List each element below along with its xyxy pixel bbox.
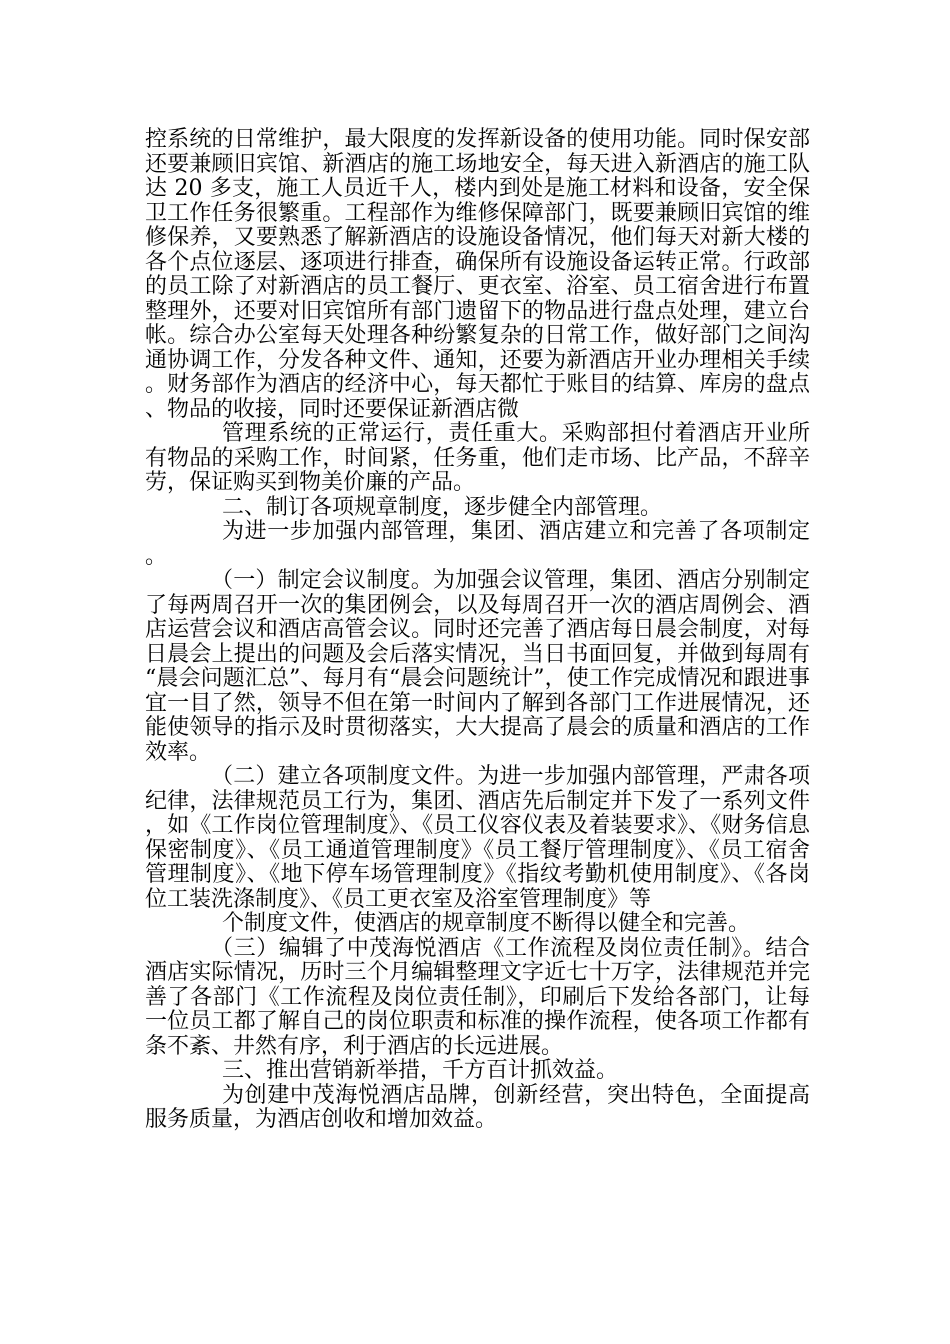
paragraph-workflow: （三）编辑了中茂海悦酒店《工作流程及岗位责任制》。结合酒店实际情况，历时三个月编辑整理文字近七十万字，法律规范并完善了各部门《工作流程及岗位责任制》，印刷后下发给各部门，让每一位员工都了解自己的岗位职责和标准的操作流程，使各项工作都有条不紊、井然有序，利于酒店的长远进展。	[145, 935, 810, 1059]
section-heading-3: 三、推出营销新举措，千方百计抓效益。	[222, 1058, 619, 1083]
paragraph-1: 控系统的日常维护，最大限度的发挥新设备的使用功能。同时保安部还要兼顾旧宾馆、新酒店的施工场地安全，每天进入新酒店的施工队达 20 多支，施工人员近千人，楼内到处是施工材料和设备，安全保卫工作任务很繁重。工程部作为维修保障部门，既要兼顾旧宾馆的维修保养，又要熟悉了解新酒店的设施设备情况，他们每天对新大楼的各个点位逐层、逐项进行排查，确保所有设施设备运转正常。行政部的员工除了对新酒店的员工餐厅、更衣室、浴室、员工宿舍进行布置整理外，还要对旧宾馆所有部门遗留下的物品进行盘点处理，建立台帐。综合办公室每天处理各种纷繁复杂的日常工作，做好部门之间沟通协调工作，分发各种文件、通知，还要为新酒店开业办理相关手续。财务部作为酒店的经济中心，每天都忙于账目的结算、库房的盘点、物品的收接，同时还要保证新酒店微	[145, 127, 810, 422]
paragraph-regulations: （二）建立各项制度文件。为进一步加强内部管理，严肃各项纪律，法律规范员工行为，集团、酒店先后制定并下发了一系列文件，如《工作岗位管理制度》、《员工仪容仪表及着装要求》、《财务信息保密制度》、《员工通道管理制度》《员工餐厅管理制度》、《员工宿舍管理制度》、《地下停车场管理制度》《指纹考勤机使用制度》、《各岗位工装洗涤制度》、《员工更衣室及浴室管理制度》等	[145, 764, 810, 912]
paragraph-brand: 为创建中茂海悦酒店品牌，创新经营，突出特色，全面提高服务质量，为酒店创收和增加效益。	[145, 1082, 810, 1132]
paragraph-2: 管理系统的正常运行，责任重大。采购部担付着酒店开业所有物品的采购工作，时间紧，任务重，他们走市场、比产品，不辞辛劳，保证购买到物美价廉的产品。	[145, 421, 810, 495]
paragraph-regulations-cont: 个制度文件，使酒店的规章制度不断得以健全和完善。	[222, 911, 751, 936]
section-heading-2: 二、制订各项规章制度，逐步健全内部管理。	[222, 494, 663, 520]
paragraph-meeting-system: （一）制定会议制度。为加强会议管理，集团、酒店分别制定了每两周召开一次的集团例会，以及每周召开一次的酒店周例会、酒店运营会议和酒店高管会议。同时还完善了酒店每日晨会制度，对每日晨会上提出的问题及会后落实情况，当日书面回复，并做到每周有“晨会问题汇总”、每月有“晨会问题统计”，使工作完成情况和跟进事宜一目了然，领导不但在第一时间内了解到各部门工作进展情况，还能使领导的指示及时贯彻落实，大大提高了晨会的质量和酒店的工作效率。	[145, 568, 810, 765]
document-page	[145, 128, 810, 1133]
paragraph-3: 为进一步加强内部管理，集团、酒店建立和完善了各项制定。	[145, 519, 810, 569]
